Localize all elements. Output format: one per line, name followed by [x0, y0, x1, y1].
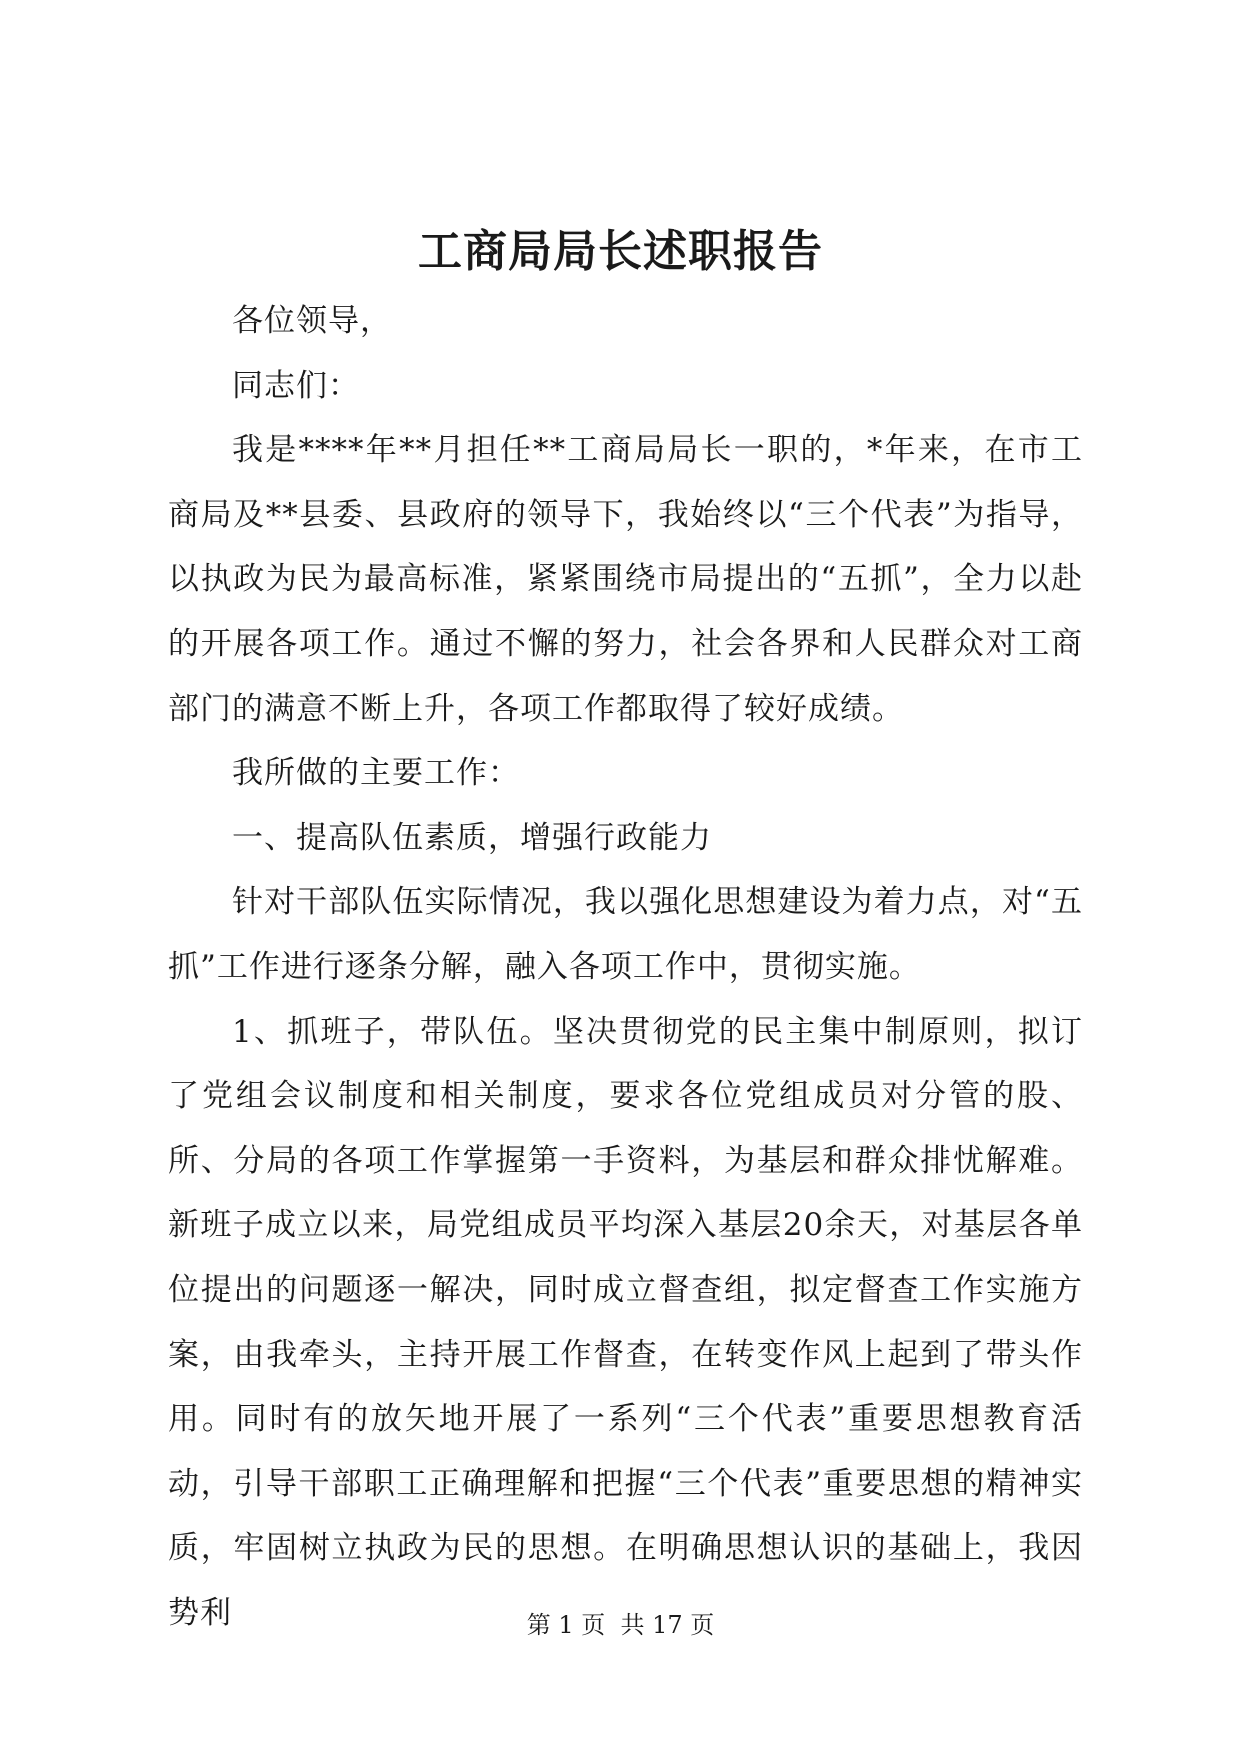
document-title: 工商局局长述职报告: [418, 226, 823, 277]
section-1-item-1: 1、抓班子，带队伍。坚决贯彻党的民主集中制原则，拟订了党组会议制度和相关制度，要求各位党组成员对分管的股、所、分局的各项工作掌握第一手资料，为基层和群众排忧解难。新班子成立以来，局党组成员平均深入基层20余天，对基层各单位提出的问题逐一解决，同时成立督查组，拟定督查工作实施方案，由我牵头，主持开展工作督查，在转变作风上起到了带头作用。同时有的放矢地开展了一系列“三个代表”重要思想教育活动，引导干部职工正确理解和把握“三个代表”重要思想的精神实质，牢固树立执政为民的思想。在明确思想认识的基础上，我因势利: [168, 1013, 1083, 1631]
document-body: [168, 289, 1083, 1645]
page-number-label: 第 1 页 共 17 页: [526, 1611, 715, 1639]
salutation-leaders: 各位领导，: [232, 303, 392, 339]
page-footer: [0, 1610, 1241, 1640]
salutation-comrades: 同志们：: [232, 367, 360, 404]
intro-paragraph: 我是****年**月担任**工商局局长一职的，*年来，在市工商局及**县委、县政府的领导下，我始终以“三个代表”为指导，以执政为民为最高标准，紧紧围绕市局提出的“五抓”，全力以赴的开展各项工作。通过不懈的努力，社会各界和人民群众对工商部门的满意不断上升，各项工作都取得了较好成绩。: [168, 432, 1083, 727]
section-heading-1: 一、提高队伍素质，增强行政能力: [232, 819, 712, 856]
section-1-intro: 针对干部队伍实际情况，我以强化思想建设为着力点，对“五抓”工作进行逐条分解，融入各项工作中，贯彻实施。: [168, 884, 1083, 985]
main-work-heading: 我所做的主要工作：: [232, 755, 520, 792]
